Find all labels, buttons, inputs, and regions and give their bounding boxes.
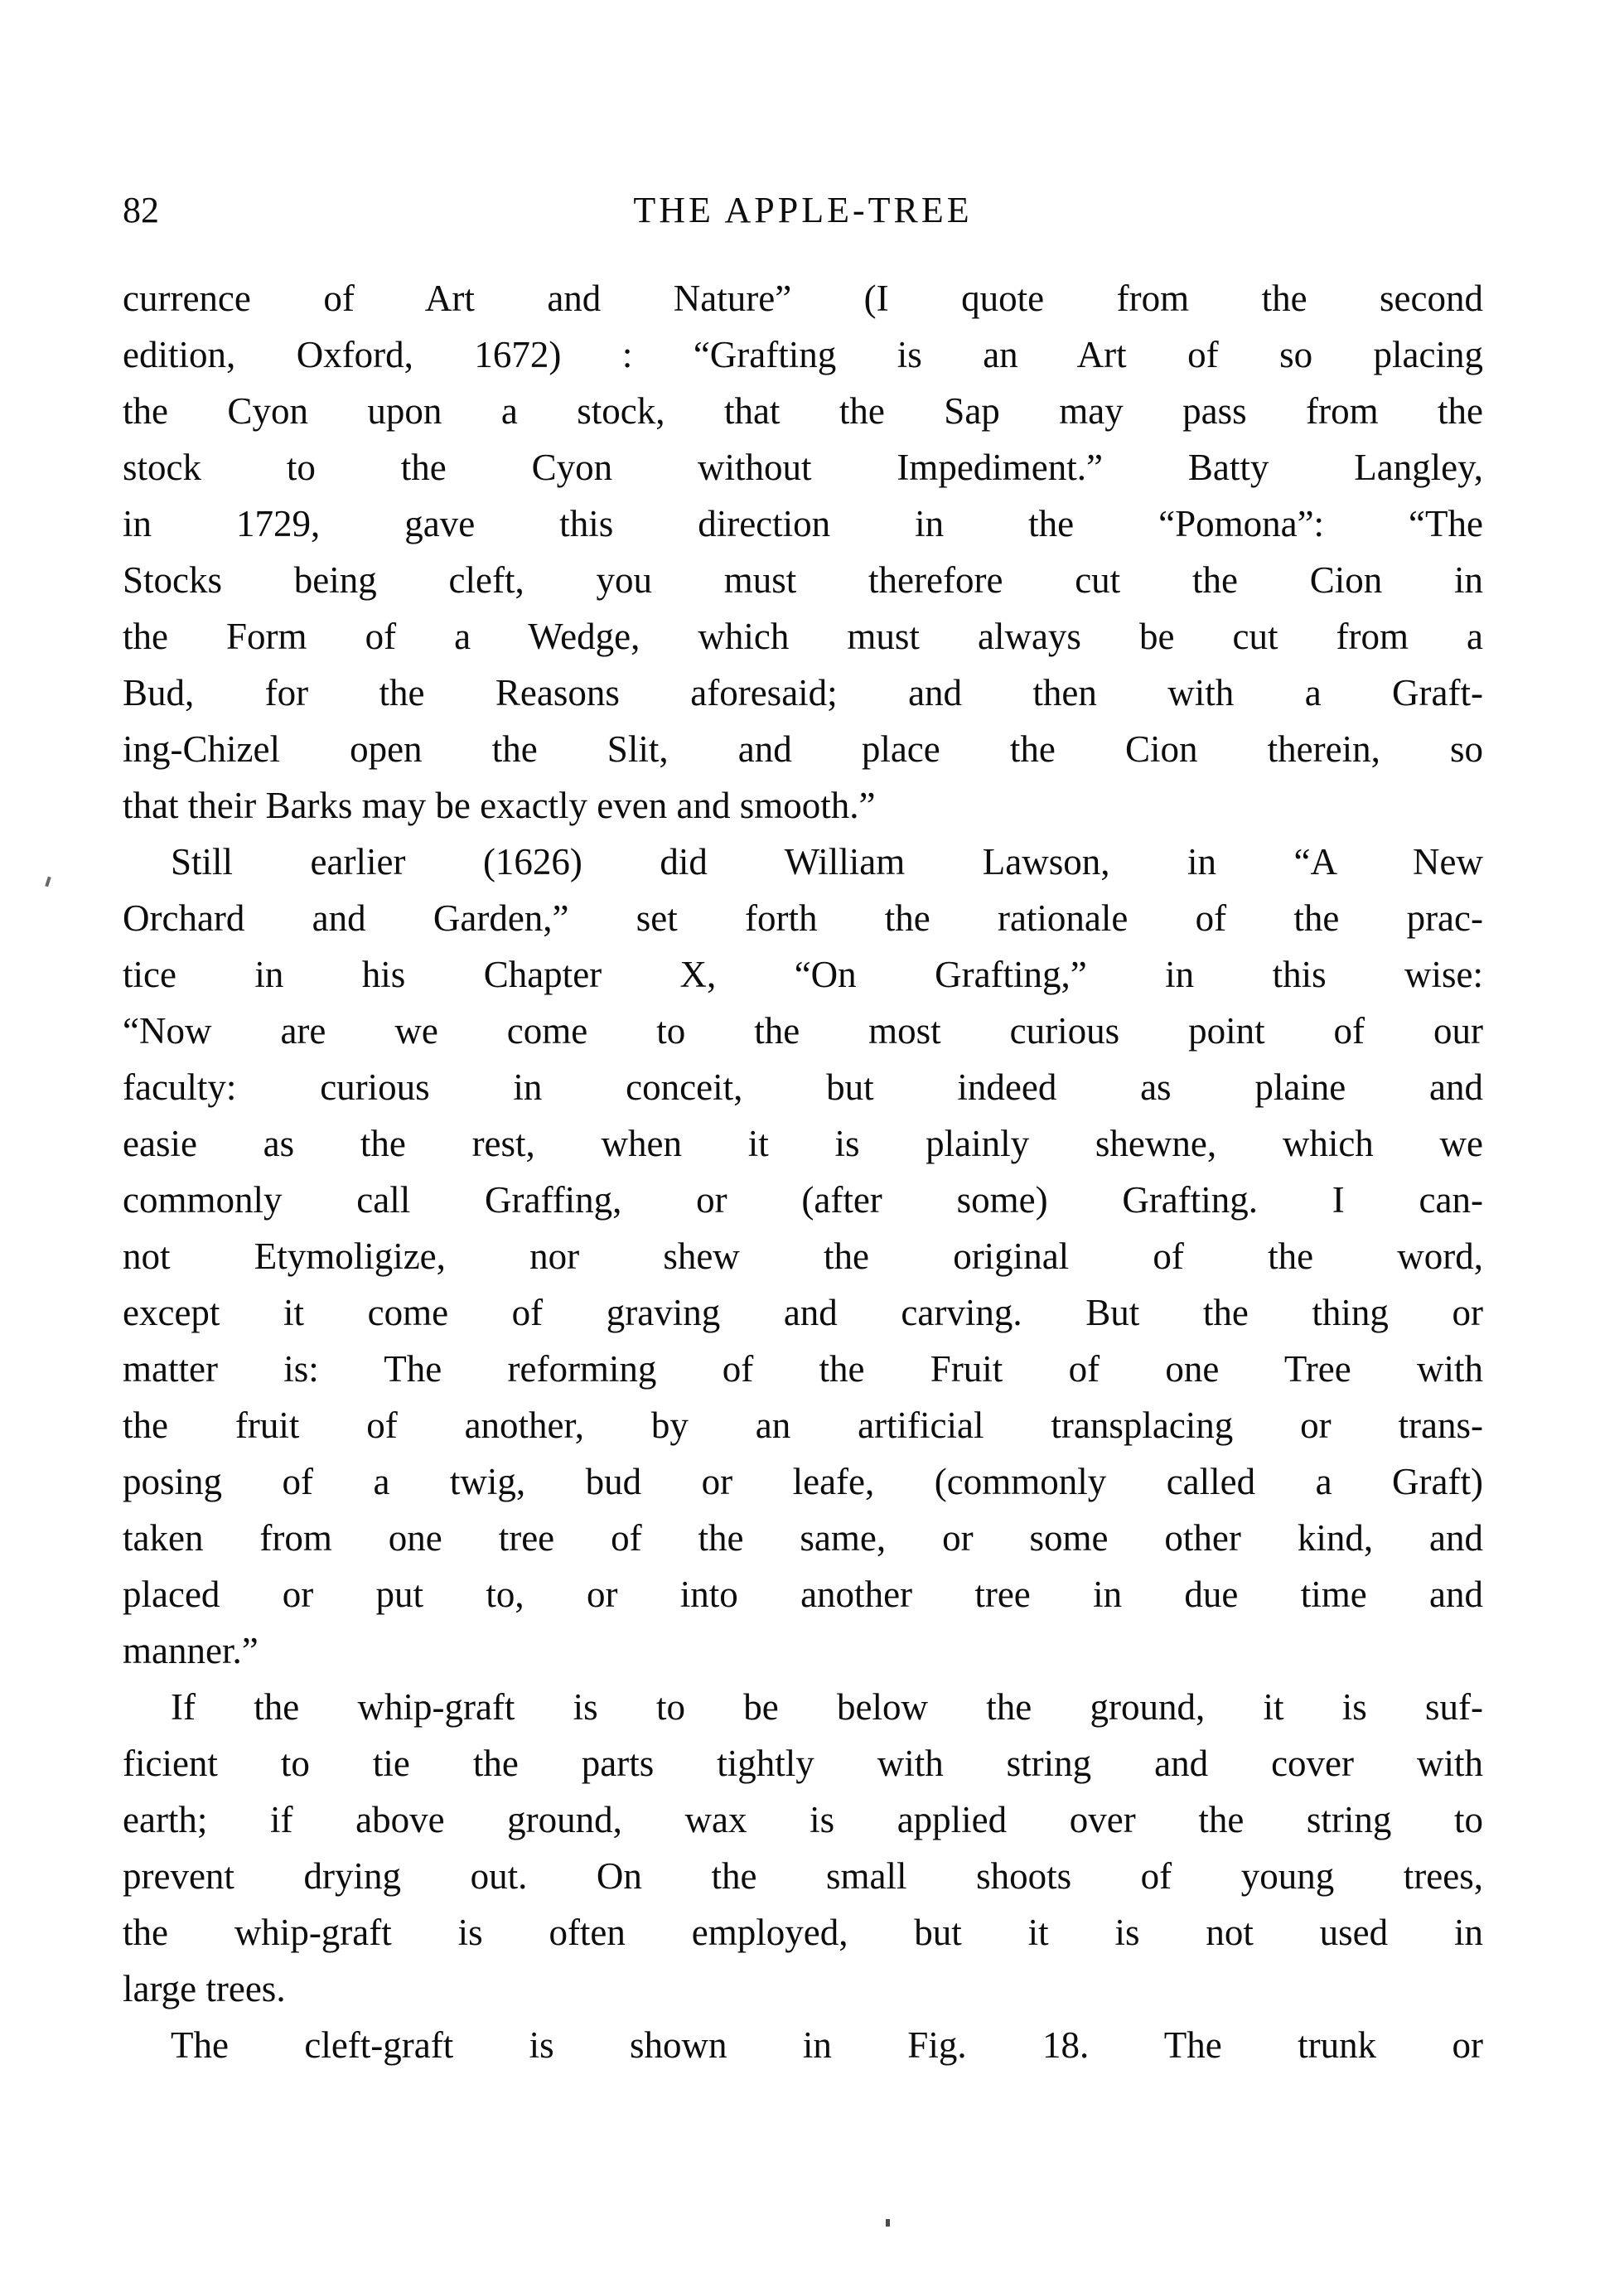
text-line: easie as the rest, when it is plainly shewne, which we [123,1123,1483,1164]
text-line: the fruit of another, by an artificial transplacing or trans- [123,1405,1483,1446]
text-line: not Etymoligize, nor shew the original of the word, [123,1235,1483,1277]
text-line: Bud, for the Reasons aforesaid; and then with a Graft- [123,672,1483,713]
text-line: the Cyon upon a stock, that the Sap may pass from the [123,390,1483,432]
text-line: except it come of graving and carving. But the thing or [123,1292,1483,1333]
text-line: Orchard and Garden,” set forth the rationale of the prac- [123,897,1483,939]
text-line: prevent drying out. On the small shoots of young trees, [123,1855,1483,1897]
text-line: posing of a twig, bud or leafe, (commonly called a Graft) [123,1461,1483,1502]
text-line: currence of Art and Nature” (I quote from the second [123,278,1483,319]
text-line: placed or put to, or into another tree in due time and [123,1574,1483,1615]
scan-artifact [886,2219,890,2227]
text-line: earth; if above ground, wax is applied over the string to [123,1799,1483,1840]
text-line: the whip-graft is often employed, but it is not used in [123,1912,1483,1953]
text-line: manner.” [123,1630,259,1671]
text-line: in 1729, gave this direction in the “Pomona”: “The [123,503,1483,544]
text-line: commonly call Graffing, or (after some) Grafting. I can- [123,1179,1483,1221]
text-line: taken from one tree of the same, or some other kind, and [123,1517,1483,1559]
text-line: If the whip-graft is to be below the ground, it is suf- [171,1686,1483,1728]
text-line: Still earlier (1626) did William Lawson, in “A New [171,841,1483,882]
text-line: ficient to tie the parts tightly with string and cover with [123,1743,1483,1784]
text-line: matter is: The reforming of the Fruit of one Tree with [123,1348,1483,1390]
text-line: large trees. [123,1968,286,2009]
text-line: that their Barks may be exactly even and smooth.” [123,785,876,826]
text-line: tice in his Chapter X, “On Grafting,” in this wise: [123,954,1483,995]
text-line: the Form of a Wedge, which must always be cut from a [123,616,1483,657]
page-body [123,270,1483,2073]
text-line: Stocks being cleft, you must therefore cut the Cion in [123,559,1483,601]
text-line: edition, Oxford, 1672) : “Grafting is an Art of so placing [123,334,1483,375]
text-line: “Now are we come to the most curious point of our [123,1010,1483,1052]
text-line: The cleft-graft is shown in Fig. 18. The trunk or [171,2024,1483,2066]
running-title: THE APPLE-TREE [633,190,973,230]
text-line: faculty: curious in conceit, but indeed as plaine and [123,1066,1483,1108]
scan-artifact [45,877,51,887]
text-line: ing-Chizel open the Slit, and place the Cion therein, so [123,728,1483,770]
text-line: stock to the Cyon without Impediment.” Batty Langley, [123,447,1483,488]
running-header [123,189,1483,232]
page-number: 82 [123,190,159,230]
